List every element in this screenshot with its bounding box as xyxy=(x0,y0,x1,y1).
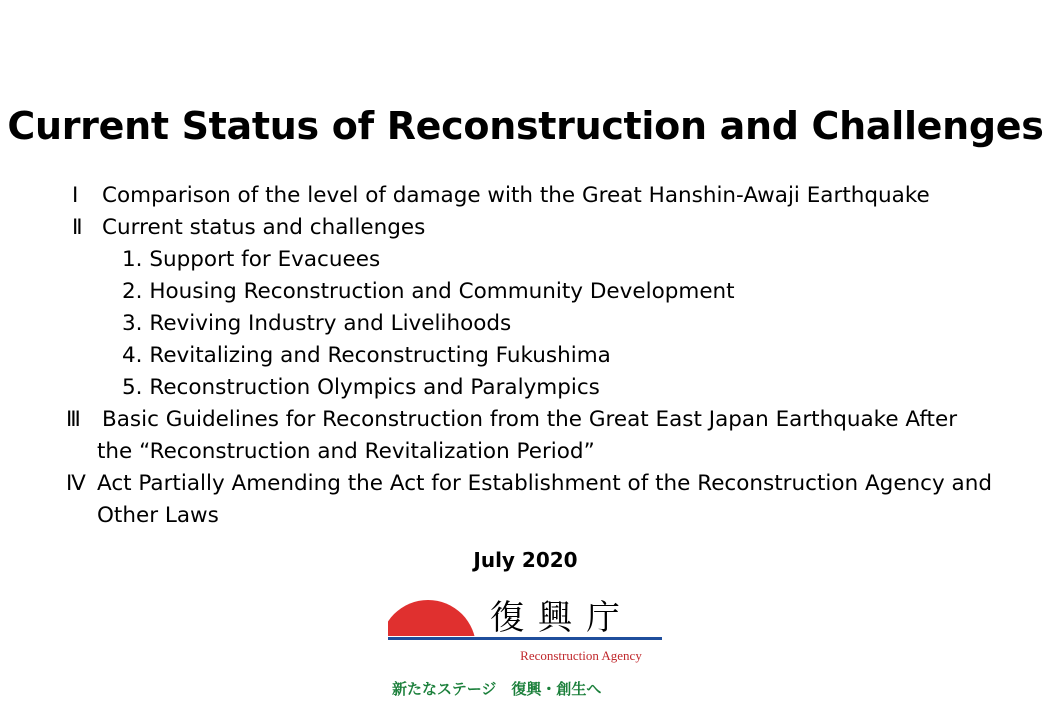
toc-subitem-1: 1. Support for Evacuees xyxy=(122,247,381,272)
toc-item-text: Current status and challenges xyxy=(102,215,426,240)
reconstruction-agency-logo xyxy=(388,590,664,710)
document-date: July 2020 xyxy=(473,548,578,572)
toc-item-3 xyxy=(66,404,957,436)
toc-item-4-continuation: Other Laws xyxy=(97,503,219,528)
agency-name-kanji: 復興庁 xyxy=(490,598,634,638)
toc-item-number: Ⅰ xyxy=(72,183,79,208)
toc-subitem-2: 2. Housing Reconstruction and Community Development xyxy=(122,279,735,304)
toc-subitem-4: 4. Revitalizing and Reconstructing Fukushima xyxy=(122,343,611,368)
page-title: Current Status of Reconstruction and Challenges xyxy=(7,104,1044,148)
toc-item-number: Ⅲ xyxy=(66,407,81,432)
toc-item-text: Basic Guidelines for Reconstruction from the Great East Japan Earthquake After xyxy=(102,407,958,432)
toc-item-text: Comparison of the level of damage with the Great Hanshin-Awaji Earthquake xyxy=(102,183,930,208)
toc-subitem-5: 5. Reconstruction Olympics and Paralympics xyxy=(122,375,600,400)
toc-item-3-continuation: the “Reconstruction and Revitalization Period” xyxy=(97,439,595,464)
toc-subitem-3: 3. Reviving Industry and Livelihoods xyxy=(122,311,512,336)
agency-slogan: 新たなステージ 復興・創生へ xyxy=(392,680,602,698)
toc-item-number: Ⅱ xyxy=(72,215,83,240)
toc-item-4 xyxy=(66,468,992,500)
toc-item-2 xyxy=(72,212,425,244)
toc-item-1 xyxy=(72,180,930,212)
agency-name-english: Reconstruction Agency xyxy=(520,648,642,663)
toc-item-text: Act Partially Amending the Act for Establishment of the Reconstruction Agency and xyxy=(97,471,993,496)
toc-item-number: Ⅳ xyxy=(66,471,86,496)
